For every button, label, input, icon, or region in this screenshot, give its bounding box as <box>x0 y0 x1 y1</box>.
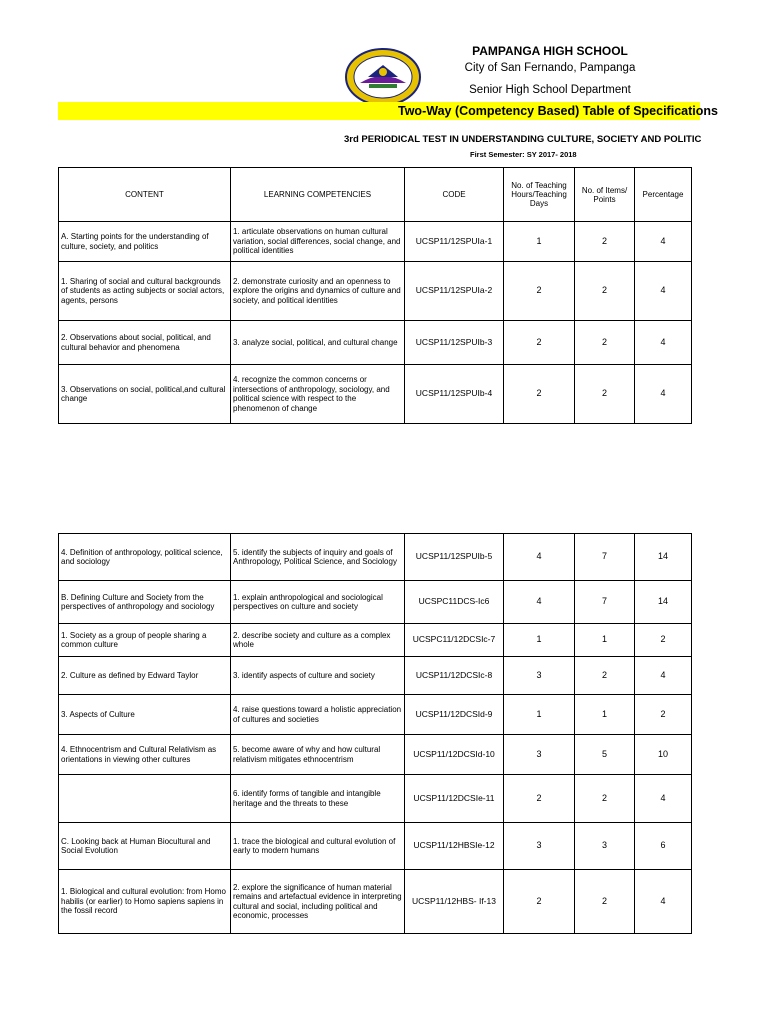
hours-cell: 2 <box>504 775 575 823</box>
hours-cell: 3 <box>504 823 575 870</box>
code-cell: UCSP11/12DCSIc-8 <box>405 657 504 695</box>
column-header-percentage: Percentage <box>635 168 692 222</box>
competency-cell: 3. identify aspects of culture and society <box>231 657 405 695</box>
column-header-content: CONTENT <box>59 168 231 222</box>
table-row <box>59 321 692 365</box>
code-cell: UCSP11/12SPUIa-1 <box>405 222 504 262</box>
school-department: Senior High School Department <box>469 84 631 96</box>
items-cell: 2 <box>575 262 635 321</box>
percentage-cell: 4 <box>635 321 692 365</box>
hours-cell: 4 <box>504 534 575 581</box>
code-cell: UCSPC11/12DCSIc-7 <box>405 624 504 657</box>
hours-cell: 3 <box>504 735 575 775</box>
column-header-hours: No. of Teaching Hours/Teaching Days <box>504 168 575 222</box>
table-row <box>59 534 692 581</box>
content-cell: 2. Observations about social, political, and cultural behavior and phenomena <box>59 321 231 365</box>
table-row <box>59 870 692 934</box>
hours-cell: 3 <box>504 657 575 695</box>
hours-cell: 2 <box>504 262 575 321</box>
column-header-items: No. of Items/ Points <box>575 168 635 222</box>
percentage-cell: 4 <box>635 222 692 262</box>
items-cell: 1 <box>575 624 635 657</box>
items-cell: 2 <box>575 870 635 934</box>
hours-cell: 2 <box>504 365 575 424</box>
semester-label: First Semester: SY 2017- 2018 <box>470 150 577 159</box>
column-header-competencies: LEARNING COMPETENCIES <box>231 168 405 222</box>
table-row <box>59 695 692 735</box>
competency-cell: 5. identify the subjects of inquiry and goals of Anthropology, Political Science, and Sociology <box>231 534 405 581</box>
content-cell <box>59 775 231 823</box>
items-cell: 7 <box>575 534 635 581</box>
content-cell: 2. Culture as defined by Edward Taylor <box>59 657 231 695</box>
banner-title: Two-Way (Competency Based) Table of Specifications <box>398 104 718 118</box>
competency-cell: 1. trace the biological and cultural evolution of early to modern humans <box>231 823 405 870</box>
content-cell: B. Defining Culture and Society from the perspectives of anthropology and sociology <box>59 581 231 624</box>
hours-cell: 2 <box>504 870 575 934</box>
test-title: 3rd PERIODICAL TEST IN UNDERSTANDING CULTURE, SOCIETY AND POLITIC <box>344 134 702 145</box>
specifications-table-part-2 <box>58 533 692 934</box>
percentage-cell: 14 <box>635 581 692 624</box>
hours-cell: 1 <box>504 695 575 735</box>
items-cell: 3 <box>575 823 635 870</box>
code-cell: UCSP11/12DCSId-9 <box>405 695 504 735</box>
code-cell: UCSP11/12SPUIb-3 <box>405 321 504 365</box>
hours-cell: 1 <box>504 624 575 657</box>
percentage-cell: 4 <box>635 657 692 695</box>
percentage-cell: 2 <box>635 624 692 657</box>
specifications-table-part-1 <box>58 167 692 424</box>
items-cell: 5 <box>575 735 635 775</box>
items-cell: 2 <box>575 365 635 424</box>
competency-cell: 4. recognize the common concerns or intersections of anthropology, sociology, and political science with respect to the phenomenon of change <box>231 365 405 424</box>
code-cell: UCSP11/12HBS- If-13 <box>405 870 504 934</box>
percentage-cell: 6 <box>635 823 692 870</box>
competency-cell: 5. become aware of why and how cultural relativism mitigates ethnocentrism <box>231 735 405 775</box>
percentage-cell: 2 <box>635 695 692 735</box>
code-cell: UCSP11/12DCSIe-11 <box>405 775 504 823</box>
table-row <box>59 657 692 695</box>
table-header-row <box>59 168 692 222</box>
percentage-cell: 10 <box>635 735 692 775</box>
table-row <box>59 624 692 657</box>
items-cell: 2 <box>575 775 635 823</box>
competency-cell: 1. explain anthropological and sociological perspectives on culture and society <box>231 581 405 624</box>
percentage-cell: 4 <box>635 262 692 321</box>
percentage-cell: 4 <box>635 870 692 934</box>
school-name: PAMPANGA HIGH SCHOOL <box>472 44 628 58</box>
content-cell: 3. Aspects of Culture <box>59 695 231 735</box>
percentage-cell: 4 <box>635 775 692 823</box>
percentage-cell: 14 <box>635 534 692 581</box>
competency-cell: 2. describe society and culture as a complex whole <box>231 624 405 657</box>
code-cell: UCSPC11DCS-Ic6 <box>405 581 504 624</box>
competency-cell: 4. raise questions toward a holistic appreciation of cultures and societies <box>231 695 405 735</box>
table-row <box>59 222 692 262</box>
table-row <box>59 823 692 870</box>
content-cell: 1. Biological and cultural evolution: from Homo habilis (or earlier) to Homo sapiens sapiens in the fossil record <box>59 870 231 934</box>
title-banner <box>58 102 718 120</box>
table-row <box>59 581 692 624</box>
hours-cell: 4 <box>504 581 575 624</box>
content-cell: 1. Society as a group of people sharing a common culture <box>59 624 231 657</box>
competency-cell: 3. analyze social, political, and cultural change <box>231 321 405 365</box>
items-cell: 1 <box>575 695 635 735</box>
items-cell: 7 <box>575 581 635 624</box>
competency-cell: 1. articulate observations on human cultural variation, social differences, social change, and political identities <box>231 222 405 262</box>
code-cell: UCSP11/12DCSId-10 <box>405 735 504 775</box>
items-cell: 2 <box>575 657 635 695</box>
code-cell: UCSP11/12SPUIb-4 <box>405 365 504 424</box>
hours-cell: 2 <box>504 321 575 365</box>
column-header-code: CODE <box>405 168 504 222</box>
competency-cell: 2. demonstrate curiosity and an openness to explore the origins and dynamics of culture and society, and political identities <box>231 262 405 321</box>
content-cell: A. Starting points for the understanding of culture, society, and politics <box>59 222 231 262</box>
items-cell: 2 <box>575 222 635 262</box>
content-cell: 3. Observations on social, political,and cultural change <box>59 365 231 424</box>
items-cell: 2 <box>575 321 635 365</box>
table-row <box>59 262 692 321</box>
competency-cell: 6. identify forms of tangible and intangible heritage and the threats to these <box>231 775 405 823</box>
school-city: City of San Fernando, Pampanga <box>464 62 636 74</box>
competency-cell: 2. explore the significance of human material remains and artefactual evidence in interpreting cultural and social, including political and economic, processes <box>231 870 405 934</box>
table-row <box>59 735 692 775</box>
code-cell: UCSP11/12SPUIb-5 <box>405 534 504 581</box>
table-row <box>59 365 692 424</box>
content-cell: 1. Sharing of social and cultural backgrounds of students as acting subjects or social actors, agents, persons <box>59 262 231 321</box>
content-cell: C. Looking back at Human Biocultural and Social Evolution <box>59 823 231 870</box>
hours-cell: 1 <box>504 222 575 262</box>
content-cell: 4. Ethnocentrism and Cultural Relativism as orientations in viewing other cultures <box>59 735 231 775</box>
percentage-cell: 4 <box>635 365 692 424</box>
table-row <box>59 775 692 823</box>
content-cell: 4. Definition of anthropology, political science, and sociology <box>59 534 231 581</box>
code-cell: UCSP11/12HBSIe-12 <box>405 823 504 870</box>
code-cell: UCSP11/12SPUIa-2 <box>405 262 504 321</box>
